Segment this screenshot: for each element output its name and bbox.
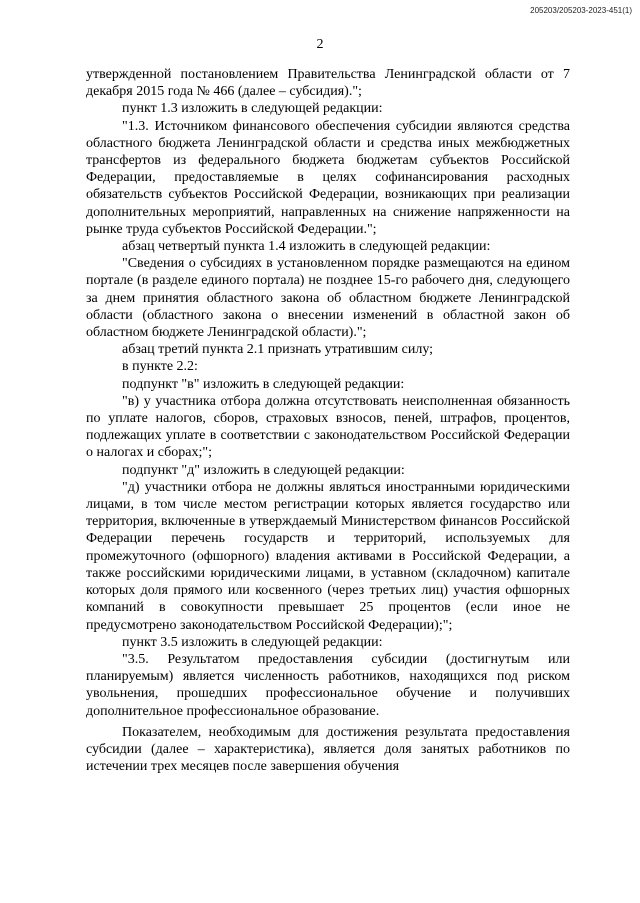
paragraph: подпункт "д" изложить в следующей редакции: bbox=[122, 462, 405, 478]
document-body bbox=[86, 66, 570, 775]
paragraph: Показателем, необходимым для достижения результата предоставления субсидии (далее – характеристика), является доля занятых работников по истечении трех месяцев после завершения обучения bbox=[86, 724, 570, 775]
paragraph: абзац третий пункта 2.1 признать утратившим силу; bbox=[122, 342, 434, 358]
paragraph: пункт 3.5 изложить в следующей редакции: bbox=[122, 634, 383, 650]
paragraph: "Сведения о субсидиях в установленном порядке размещаются на едином портале (в разделе единого портала) не позднее 15-го рабочего дня, следующего за днем принятия областного закона об областном бюджете Ленинградской области (областного закона о внесении изменений в областной закон об областном бюджете Ленинградской области)."; bbox=[86, 256, 570, 341]
paragraph: "д) участники отбора не должны являться иностранными юридическими лицами, в том числе местом регистрации которых является государство или территория, включенные в утверждаемый Министерством финансов Российской Федерации перечень государств и территорий, используемых для промежуточного (офшорного) владения активами в Российской Федерации, а также российскими юридическими лицами, в уставном (складочном) капитале которых доля прямого или косвенного (через третьих лиц) участия офшорных компаний в совокупности превышает 25 процентов (если иное не предусмотрено законодательством Российской Федерации);"; bbox=[86, 479, 570, 633]
paragraph: "в) у участника отбора должна отсутствовать неисполненная обязанность по уплате налогов, сборов, страховых взносов, пеней, штрафов, процентов, подлежащих уплате в соответствии с законодательством Российской Федерации о налогах и сборах;"; bbox=[86, 393, 570, 461]
paragraph: пункт 1.3 изложить в следующей редакции: bbox=[122, 101, 383, 117]
page-number: 2 bbox=[316, 37, 324, 52]
paragraph: "3.5. Результатом предоставления субсидии (достигнутым или планируемым) является численность работников, находящихся под риском увольнения, прошедших профессиональное обучение и получивших дополнительное профессиональное образование. bbox=[86, 651, 570, 719]
paragraph: подпункт "в" изложить в следующей редакции: bbox=[122, 376, 405, 392]
paragraph: в пункте 2.2: bbox=[122, 359, 198, 375]
paragraph: "1.3. Источником финансового обеспечения субсидии являются средства областного бюджета Ленинградской области и средства иных межбюджетных трансфертов из федерального бюджета бюджетам субъектов Российской Федерации, предоставляемые в целях софинансирования расходных обязательств субъектов Российской Федерации, возникающих при реализации дополнительных мероприятий, направленных на снижение напряженности на рынке труда субъектов Российской Федерации."; bbox=[86, 118, 570, 237]
document-id: 205203/205203-2023-451(1) bbox=[530, 6, 632, 15]
paragraph: абзац четвертый пункта 1.4 изложить в следующей редакции: bbox=[122, 239, 491, 255]
paragraph: утвержденной постановлением Правительства Ленинградской области от 7 декабря 2015 года № 466 (далее – субсидия)."; bbox=[86, 67, 570, 100]
